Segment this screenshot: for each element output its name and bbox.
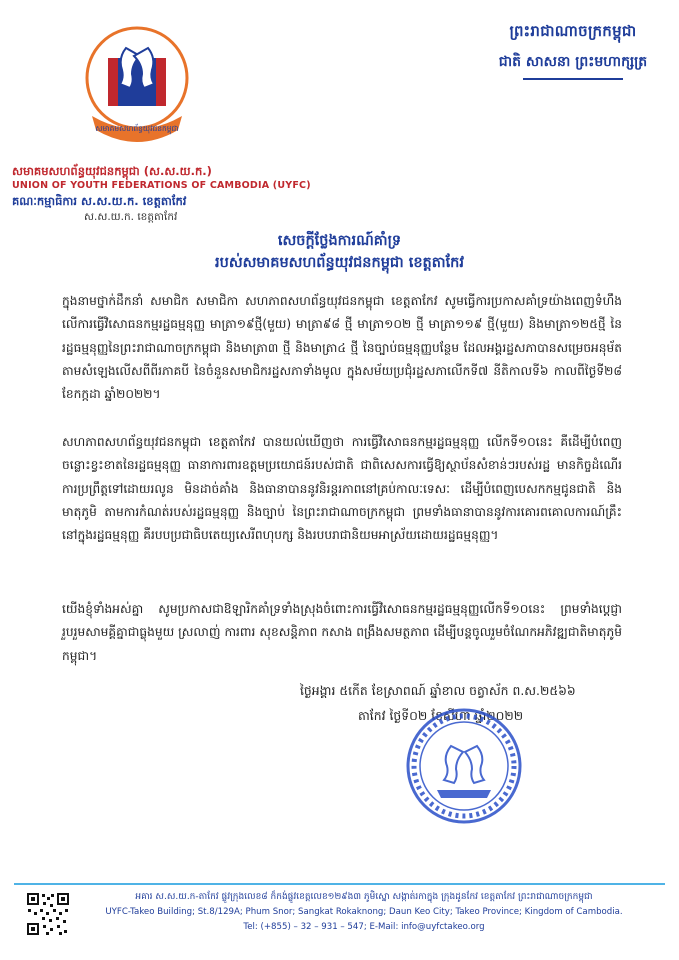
footer-divider bbox=[14, 883, 665, 885]
document-subtitle: របស់សមាគមសហព័ន្ធយុវជនកម្ពុជា ខេត្តតាកែវ bbox=[215, 255, 464, 271]
stamp-outer-ring bbox=[408, 710, 520, 822]
paragraph-2: សហភាពសហព័ន្ធយុវជនកម្ពុជា ខេត្តតាកែវ បានយល់ឃើញថា ការធ្វើវិសោធនកម្មរដ្ឋធម្មនុញ្ញ លើកទី១០នេះ គឺដើម្បីបំពេញចន្លោះខ្វះខាតនៃរដ្ឋធម្មនុញ្ញ ធានាការពារឧត្តមប្រយោជន៍របស់ជាតិ ជាពិសេសការធ្វើឱ្យស្ថាប័នសំខាន់ៗរបស់រដ្ឋ មានកិច្ចដំណើរការប្រព្រឹត្តទៅដោយរលូន មិនដាច់គាំង និងធានាបាននូវនិរន្តរភាពនៅគ្រប់កាលៈទេសៈ ដើម្បីបំពេញបេសកកម្មជូនជាតិ និងមាតុភូមិ តាមការកំណត់របស់រដ្ឋធម្មនុញ្ញ និងច្បាប់ នៃព្រះរាជាណាចក្រកម្ពុជា ព្រមទាំងធានាបាននូវការគោរពគោលការណ៍គ្រឹះនៅក្នុងរដ្ឋធម្មនុញ្ញ គឺរបបប្រជាធិបតេយ្យសេរីពហុបក្ស និងរបបរាជានិយមអាស្រ័យដោយរដ្ឋធម្មនុញ្ញ។ bbox=[62, 435, 622, 543]
stamp-banner bbox=[437, 790, 491, 798]
official-stamp bbox=[399, 704, 529, 828]
qr-code bbox=[26, 892, 70, 936]
org-name-khmer: សមាគមសហព័ន្ធយុវជនកម្ពុជា (ស.ស.យ.ក.) bbox=[12, 164, 212, 178]
kingdom-motto bbox=[478, 22, 668, 80]
stamp-lettering-ring bbox=[414, 716, 514, 816]
footer-address-english: UYFC-Takeo Building; St.8/129A; Phum Snor; Sangkat Rokaknong; Daun Keo City; Takeo Province; Kingdom of Cambodia. bbox=[105, 907, 623, 917]
org-name-english: UNION OF YOUTH FEDERATIONS OF CAMBODIA (UYFC) bbox=[12, 180, 311, 191]
paragraph-3: យើងខ្ញុំទាំងអស់គ្នា សូមប្រកាសជាឱឡារិកគាំទ្រទាំងស្រុងចំពោះការធ្វើវិសោធនកម្មរដ្ឋធម្មនុញ្ញលើកទី១០នេះ ព្រមទាំងប្តេជ្ញារួបរួមសាមគ្គីគ្នាជាធ្លុងមួយ ស្រលាញ់ ការពារ សុខសន្តិភាព កសាង ពង្រឹងសមត្ថភាព ដើម្បីបន្តចូលរួមចំណែកអភិវឌ្ឍជាតិមាតុភូមិកម្ពុជា។ bbox=[62, 602, 622, 663]
footer-contact: Tel: (+855) – 32 – 931 – 547; E-Mail: info@uyfctakeo.org bbox=[243, 922, 485, 932]
stamp-face-left bbox=[444, 746, 463, 783]
document-title: សេចក្តីថ្លែងការណ៍គាំទ្រ bbox=[277, 233, 402, 249]
stamp-face-right bbox=[465, 746, 484, 783]
logo-banner-text: សមាគមសហព័ន្ធយុវជនកម្ពុជា bbox=[95, 124, 179, 133]
logo-red-bar-right bbox=[156, 58, 166, 106]
solar-date: តាកែវ ថ្ងៃទី០២ ខែសីហា ឆ្នាំ២០២២ bbox=[358, 708, 524, 723]
org-reference: ស.ស.យ.ក. ខេត្តតាកែវ bbox=[84, 211, 178, 223]
paragraph-1: ក្នុងនាមថ្នាក់ដឹកនាំ សមាជិក សមាជិកា សហភាពសហព័ន្ធយុវជនកម្ពុជា ខេត្តតាកែវ សូមធ្វើការប្រកាសគាំទ្រយ៉ាងពេញទំហឹងលើការធ្វើវិសោធនកម្មរដ្ឋធម្មនុញ្ញ មាត្រា១៩ថ្មី(មួយ) មាត្រា៩៨ ថ្មី មាត្រា១០២ ថ្មី មាត្រា១១៩ ថ្មី(មួយ) និងមាត្រា១២៥ថ្មី នៃរដ្ឋធម្មនុញ្ញនៃព្រះរាជាណាចក្រកម្ពុជា និងមាត្រា៣ ថ្មី និងមាត្រា៤ ថ្មី នៃច្បាប់ធម្មនុញ្ញបន្ថែម ដែលអង្គរដ្ឋសភាបានសម្រេចអនុម័តតាមសំឡេងលើសពីពីរភាគបី នៃចំនួនសមាជិករដ្ឋសភាទាំងមូល ក្នុងសម័យប្រជុំរដ្ឋសភាលើកទី៧ នីតិកាលទី៦ កាលពីថ្ងៃទី២៨ ខែកក្កដា ឆ្នាំ២០២២។ bbox=[62, 294, 622, 402]
kingdom-title: ព្រះរាជាណាចក្រកម្ពុជា bbox=[509, 22, 637, 40]
motto-divider bbox=[523, 78, 623, 80]
logo-red-bar-left bbox=[108, 58, 118, 106]
org-committee: គណៈកម្មាធិការ ស.ស.យ.ក. ខេត្តតាកែវ bbox=[12, 194, 187, 208]
uyfc-logo bbox=[78, 18, 196, 156]
lunar-date: ថ្ងៃអង្គារ ៥កើត ខែស្រាពណ៍ ឆ្នាំខាល ចត្វាស័ក ព.ស.២៥៦៦ bbox=[300, 683, 576, 698]
national-motto: ជាតិ សាសនា ព្រះមហាក្សត្រ bbox=[498, 54, 648, 70]
footer-address-khmer: អគារ ស.ស.យ.ក-តាកែវ ផ្លូវក្រុងលេខ៨ ក៏កង់ផ្លូវខេត្តលេខ១២៩ង៣ ភូមិស្នោ សង្កាត់រកាក្នុង ក្រុងដូនកែវ ខេត្តតាកែវ ព្រះរាជាណាចក្រកម្ពុជា bbox=[135, 892, 593, 902]
